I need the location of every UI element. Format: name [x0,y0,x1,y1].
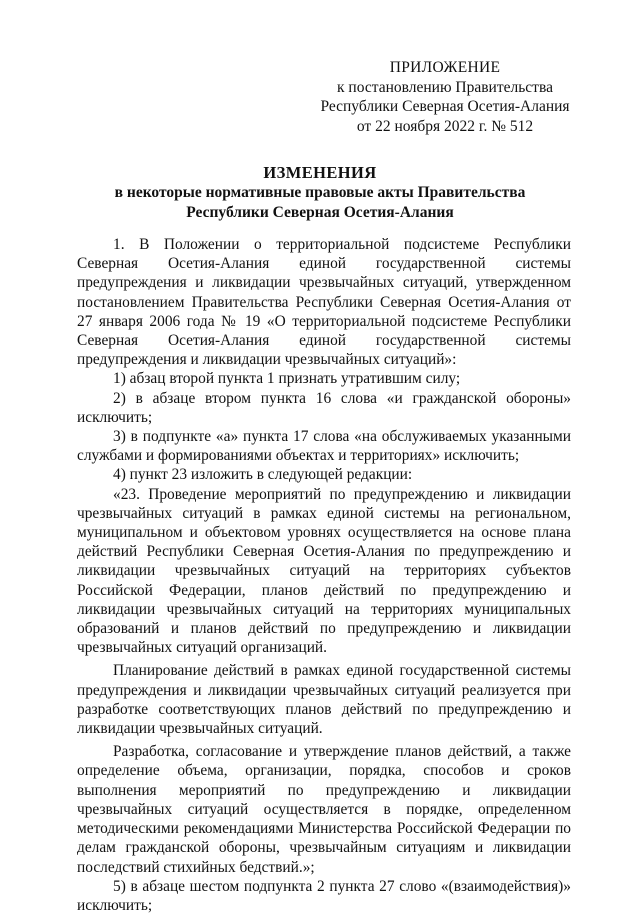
document-subtitle-line-1: в некоторые нормативные правовые акты Правительства [114,184,526,201]
paragraph-5: 4) пункт 23 изложить в следующей редакции: [113,466,413,484]
document-title: ИЗМЕНЕНИЯ [263,163,377,182]
appendix-line-1: к постановлению Правительства [337,78,553,96]
paragraph-4: 3) в подпункте «а» пункта 17 слова «на обслуживаемых указанными службами и формированиями объектах и территориях» исключить; [77,428,571,465]
appendix-heading: ПРИЛОЖЕНИЕ [389,59,501,76]
appendix-block [300,58,590,136]
document-title-block [60,163,580,222]
paragraph-8: Разработка, согласование и утверждение планов действий, а также определение объема, организации, порядка, способов и сроков выполнения мероприятий по предупреждению и ликвидации чрезвычайных ситуаций осуществляется в порядке, определенном методическими рекомендациями Министерства Российской Федерации по делам гражданской обороны, чрезвычайным ситуациям и ликвидации последствий стихийных бедствий.»; [77,743,571,876]
paragraph-7: Планирование действий в рамках единой государственной системы предупреждения и ликвидации чрезвычайных ситуаций реализуется при разработке соответствующих планов действий по предупреждению и ликвидации чрезвычайных ситуаций. [77,662,571,738]
paragraph-1: 1. В Положении о территориальной подсистеме Республики Северная Осетия-Алания единой государственной системы предупреждения и ликвидации чрезвычайных ситуаций, утвержденном постановлением Правительства Республики Северная Осетия-Алания от 27 января 2006 года № 19 «О территориальной подсистеме Республики Северная Осетия-Алания единой государственной системы предупреждения и ликвидации чрезвычайных ситуаций»: [77,236,571,369]
document-subtitle-line-2: Республики Северная Осетия-Алания [186,203,454,221]
paragraph-2: 1) абзац второй пункта 1 признать утратившим силу; [113,370,461,388]
appendix-line-2: Республики Северная Осетия-Алания [320,98,570,115]
document-body [77,235,571,915]
paragraph-9: 5) в абзаце шестом подпункта 2 пункта 27 слово «(взаимодействия)» исключить; [77,877,571,914]
paragraph-3: 2) в абзаце втором пункта 16 слова «и гражданской обороны» исключить; [77,389,571,426]
appendix-line-3: от 22 ноября 2022 г. № 512 [356,117,534,135]
paragraph-6: «23. Проведение мероприятий по предупреждению и ликвидации чрезвычайных ситуаций в рамках единой системы на региональном, муниципальном и объектовом уровнях осуществляется на основе плана действий Республики Северная Осетия-Алания по предупреждению и ликвидации чрезвычайных ситуаций на территориях субъектов Российской Федерации, планов действий по предупреждению и ликвидации чрезвычайных ситуаций на территориях муниципальных образований и планов действий по предупреждению и ликвидации чрезвычайных ситуаций организаций. [77,485,571,657]
